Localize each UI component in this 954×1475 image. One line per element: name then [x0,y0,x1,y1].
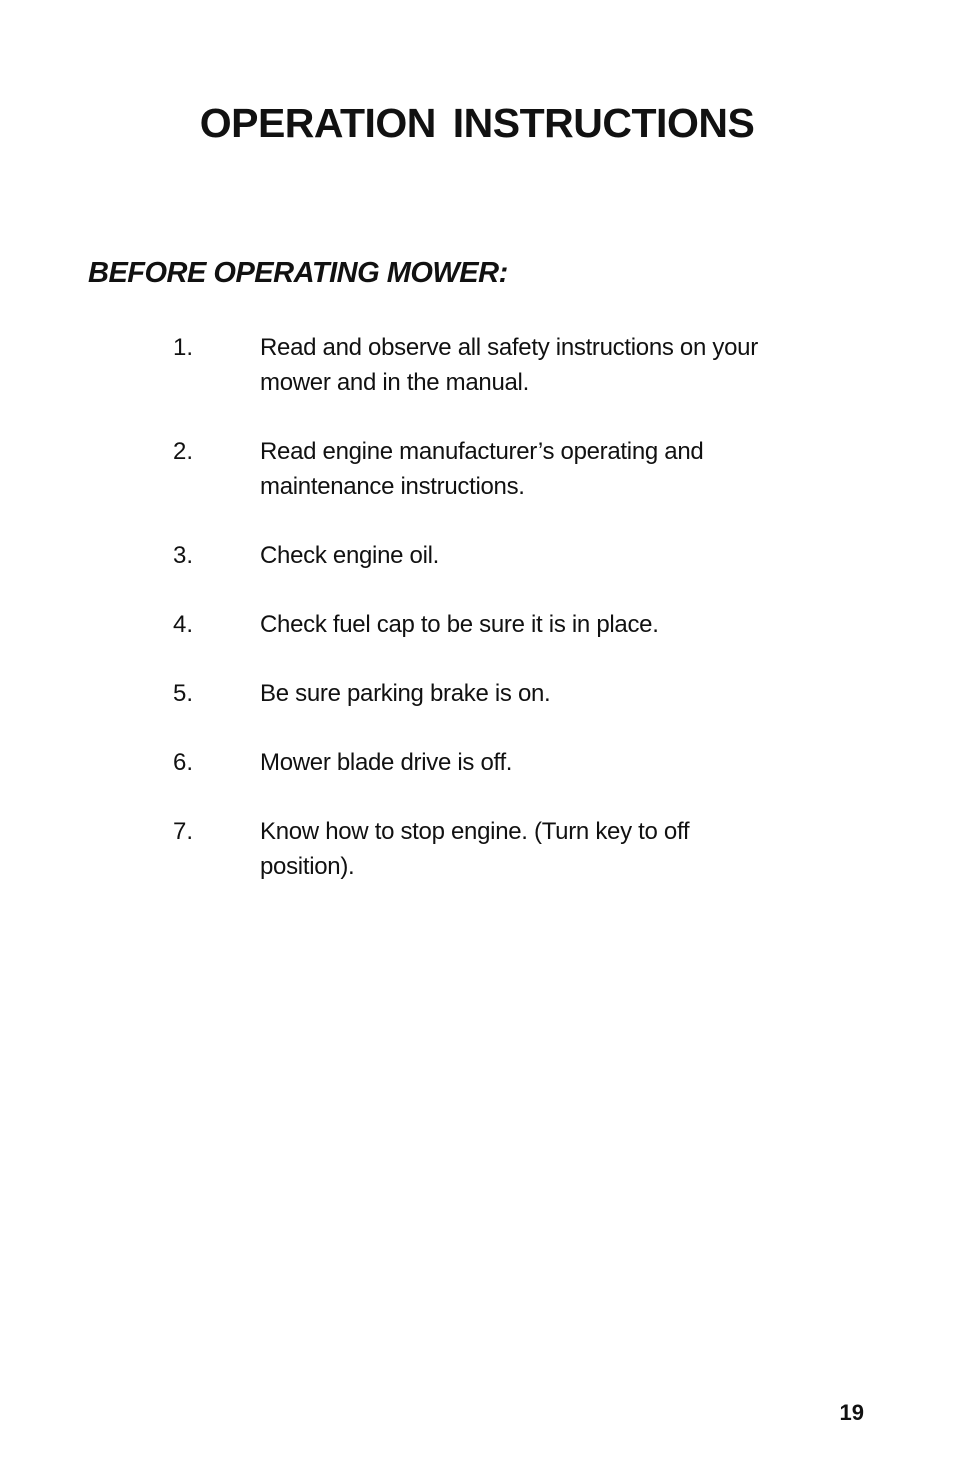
step-text: Read and observe all safety instructions on your mower and in the manual. [260,334,758,396]
section-heading: BEFORE OPERATING MOWER: [88,257,508,289]
step-number: 6. [173,749,194,776]
list-item [0,676,954,711]
step-number: 7. [173,818,194,845]
list-item [0,745,954,780]
step-text: Mower blade drive is off. [260,749,513,776]
instruction-list [0,330,954,918]
step-text: Check fuel cap to be sure it is in place. [260,611,659,638]
step-text: Know how to stop engine. (Turn key to off position). [260,818,690,880]
step-number: 5. [173,680,194,707]
step-number: 1. [173,334,194,361]
step-text: Read engine manufacturer’s operating and maintenance instructions. [260,438,704,500]
step-text: Be sure parking brake is on. [260,680,551,707]
list-item [0,814,954,884]
page-title: OPERATION INSTRUCTIONS [199,100,755,146]
page-number: 19 [839,1400,864,1425]
list-item [0,538,954,573]
list-item [0,607,954,642]
list-item [0,434,954,504]
step-number: 4. [173,611,194,638]
step-number: 3. [173,542,194,569]
step-text: Check engine oil. [260,542,440,569]
step-number: 2. [173,438,194,465]
list-item [0,330,954,400]
